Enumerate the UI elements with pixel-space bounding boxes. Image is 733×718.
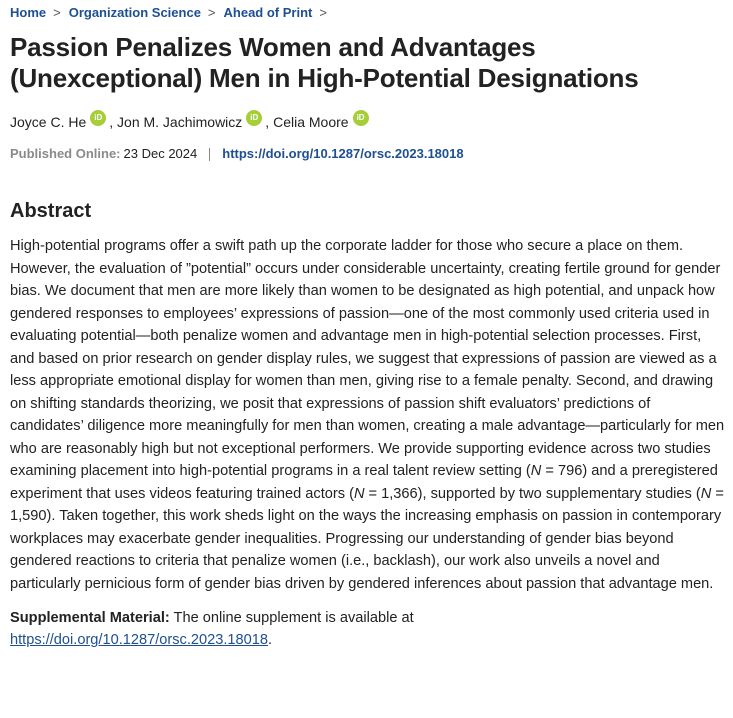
author-separator: , (265, 114, 270, 130)
chevron-right-icon: > (53, 4, 61, 20)
abstract-segment: ), supported by two supplementary studies ( (417, 485, 701, 502)
breadcrumb-ahead-of-print-link[interactable]: Ahead of Print (223, 4, 313, 20)
abstract-segment: ) and a preregistered experiment that uses videos featuring trained actors ( (10, 463, 718, 502)
sample-size-symbol: N (353, 485, 365, 502)
abstract-heading: Abstract (10, 200, 92, 222)
sample-size-value: = 1,590 (10, 485, 724, 524)
title-line-2: (Unexceptional) Men in High-Potential Designations (10, 63, 639, 93)
orcid-icon[interactable]: iD (246, 110, 262, 126)
abstract-text (10, 235, 726, 595)
chevron-right-icon: > (207, 4, 216, 20)
author-list (10, 112, 723, 132)
orcid-icon[interactable]: iD (353, 110, 369, 126)
title-line-1: Passion Penalizes Women and Advantages (10, 32, 536, 62)
abstract-segment: ). Taken together, this work sheds light on the ways the increasing emphasis on passion in contemporary workplaces may exacerbate gender inequalities. Progressing our understanding of gender bias beyond gendered reactions to criteria that penalize women (i.e., backlash), our work also unveils a novel and particularly pernicious form of gender bias driven by gendered inferences about passion that advantage men. (10, 508, 722, 592)
orcid-icon[interactable]: iD (90, 110, 106, 126)
author-name[interactable]: Joyce C. He (10, 114, 87, 130)
divider (209, 148, 210, 161)
supplemental-label: Supplemental Material: (10, 610, 170, 626)
published-label: Published Online: (10, 146, 121, 161)
publication-info (10, 145, 723, 163)
supplemental-text: The online supplement is available at (169, 610, 414, 626)
breadcrumb-journal-link[interactable]: Organization Science (68, 4, 201, 20)
sample-size-value: = 1,366 (364, 485, 418, 502)
supplemental-material (10, 607, 723, 651)
author-separator: , (109, 114, 114, 130)
supplemental-doi-link[interactable]: https://doi.org/10.1287/orsc.2023.18018 (10, 632, 269, 648)
sample-size-symbol: N (700, 485, 712, 502)
doi-link[interactable]: https://doi.org/10.1287/orsc.2023.18018 (222, 146, 464, 161)
author-name[interactable]: Celia Moore (273, 114, 349, 130)
supplemental-end: . (268, 632, 273, 648)
published-date: 23 Dec 2024 (123, 146, 198, 161)
chevron-right-icon: > (319, 4, 327, 20)
breadcrumb-home-link[interactable]: Home (10, 4, 47, 20)
author-name[interactable]: Jon M. Jachimowicz (117, 114, 243, 130)
sample-size-value: = 796 (541, 463, 583, 479)
sample-size-symbol: N (530, 463, 542, 479)
breadcrumb (10, 0, 723, 24)
abstract-segment: High-potential programs offer a swift path up the corporate ladder for those who secure a place on them. However, the evaluation of ”potential” occurs under considerable uncertainty, creating fertile ground for gender bias. We document that men are more likely than women to be designated as high potential, and unpack how gendered responses to employees’ expressions of passion—one of the most commonly used criteria used in evaluating potential—both penalize women and advantage men in high-potential selection processes. First, and based on prior research on gender display rules, we suggest that expressions of passion are viewed as a less appropriate emotional display for women than men, giving rise to a female penalty. Second, and drawing on shifting standards theorizing, we posit that expressions of passion shift evaluators’ predictions of candidates’ diligence more meaningfully for men than women, creating a male advantage—particularly for men who are reasonably high but not exceptional performers. We provide supporting evidence across two studies examining placement into high-potential programs in a real talent review setting ( (10, 238, 725, 479)
article-title (10, 32, 723, 94)
